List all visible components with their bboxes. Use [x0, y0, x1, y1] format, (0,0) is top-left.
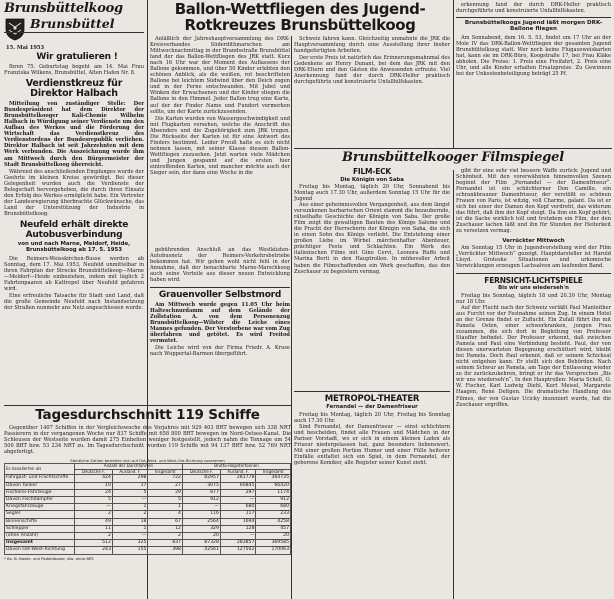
table-cell: 155 — [112, 547, 148, 554]
table-row-label: Schlepper — [5, 525, 75, 532]
table-cell: 18 — [112, 518, 148, 525]
subhead-film-eck: Die Königin von Saba — [340, 176, 404, 183]
table-cell: 5 — [112, 489, 148, 496]
table-cell: 3075 — [182, 482, 220, 489]
table-cell: 24 — [75, 489, 113, 496]
main-headline — [150, 1, 450, 33]
table-cell: 4 — [148, 511, 183, 518]
table-cell: 1174 — [256, 489, 291, 496]
text-neufeld-1: Die Reimers-Weisskirchen-Busse werden ab Sonntag, dem 17. Mai 1953, Neufeld unmittelbar in ihren Fahrplan der Strecke Brunsbüttelkoog—Marne—Meldorf—Heide einbeziehen, indem mit täglich 2 Fahrtenpaaren ab Kattrepel über Neufeld gefahren wird. — [4, 255, 144, 293]
table-cell: 2 — [148, 533, 183, 540]
table-cell: 67 — [148, 518, 183, 525]
table-cell: 680 — [220, 504, 256, 511]
table-cell: 66420 — [256, 482, 291, 489]
table-row-label: Kriegsfahrzeuge — [5, 504, 75, 511]
masthead-brunsbuettelkoog: Brunsbüttelkoog — [4, 1, 123, 16]
table-row — [5, 511, 291, 518]
table-cell: 369585 — [256, 540, 291, 547]
table-cell: 127502 — [220, 547, 256, 554]
table-cell: 298 — [112, 475, 148, 482]
table-subheader: Deutsche F. — [182, 469, 220, 475]
text-film-col4: gibt ihr eine sehr viel bessere Waffe zurück: Jugend und Schönheit. Mit den vorerwähnten hinnemvollen Szenen beginnt der Film „Fernandel — der Damenfriseur“. Fernandel ist ein schüchterner Don Camillo, ein schrankbrauner Damenfriseur, der verstößt es schönen Frauen von Paris, ist witzig, voll Charme, galant. Da ist er sich bei einer der Damen den Kopf verdreht, das widerum das führt, daß ihm der Kopf steigt. Da ihm ein Kopf gehört, ist die Sache wirklich toll und trotzdem ein Film, der den Zuschauer lachen läßt und ihn für Stunden der Heiterkeit zu versetzen vermag. — [456, 168, 611, 235]
table-cell: — — [112, 533, 148, 540]
main-headline-line1: Ballon-Wettfliegen des Jugend- — [174, 0, 426, 18]
table-cell: — — [220, 533, 256, 540]
headline-verrueckter-mittwoch: Verrückter Mittwoch — [502, 237, 565, 244]
table-cell: 329 — [182, 525, 220, 532]
table-subheader: Deutsche F. — [75, 469, 113, 475]
headline-wir-gratulieren: Wir gratulieren ! — [36, 52, 118, 62]
headline-film-eck: FILM-ECK — [352, 168, 392, 176]
table-cell: 4258 — [256, 518, 291, 525]
table-row-label: Davon Tanker — [5, 482, 75, 489]
subhead-neufeld: von und nach Marne, Meldorf, Heide, Brunsbüttelkoog ab 17. 5. 1953 — [17, 240, 131, 254]
table-cell: 297 — [220, 489, 256, 496]
table-row — [5, 518, 291, 525]
text-grauen-lead: Am Mittwoch wurde gegen 11.05 Uhr beim Halteschnurdamm auf dem Gelände der Zollstation A. von dem Personenzug Brunsbüttelkoog—Wilster die Leiche eines Mannes gefunden. Der Verstorbene war vom Zug überfahren und getötet. Es wird Freitod vermutet. — [150, 301, 290, 345]
statistics-table — [4, 463, 291, 554]
table-cell: 364735 — [256, 475, 291, 482]
table-cell: 87328 — [182, 540, 220, 547]
table-cell: 5 — [148, 497, 183, 504]
table-cell: 12 — [148, 525, 183, 532]
column-rule-3a — [453, 0, 454, 148]
headline-tagesdurchschnitt: Tagesdurchschnitt 119 Schiffe — [35, 407, 260, 423]
table-cell: 877 — [182, 489, 220, 496]
table-cell: 680 — [256, 504, 291, 511]
text-ballon-3: gebührenden Anschluß an das Westküsten-Autobusnetz der Reimers-Verkehrsbetriebe bekommen hat. Wir gehen wohl nicht fehl in der Annahme, daß der benachbarte Marne-Marschkoog auch seine Vorteile aus dieser neuen Entwicklung haben wird. — [150, 247, 290, 284]
table-cell: 1694 — [220, 518, 256, 525]
table-footnote: * Bz. B. Bader- und Paddelboote, dto. ohne BRT. — [4, 555, 95, 561]
table-cell: 283857 — [220, 540, 256, 547]
table-row — [5, 482, 291, 489]
table-cell: 116 — [182, 511, 220, 518]
table-row-label: Segler — [5, 511, 75, 518]
table-subheader: Ausländ. F. — [220, 469, 256, 475]
subhead-metropol: Fernandel — der Damenfriseur — [326, 404, 418, 411]
column-3-films — [294, 168, 450, 599]
column-rule-3b — [453, 170, 454, 599]
table-cell: 5 — [75, 497, 113, 504]
table-row-label: Davon Ost-West-Richtung — [5, 547, 75, 554]
table-cell: 128 — [220, 525, 256, 532]
text-col4-top: erkennung fand der durch DRK-Helfer praktisch durchgeführte und konstruierte Unfallhilfskasten. — [456, 2, 611, 15]
table-cell: 20 — [182, 533, 220, 540]
headline-neufeld: Neufeld erhält direkte Autobusverbindung — [19, 219, 129, 240]
table-cell: 457 — [256, 525, 291, 532]
tages-block — [4, 408, 291, 561]
table-row — [5, 547, 291, 554]
text-verdienstkreuz-body: Während des anschließenden Empfanges wurde der Geehrte im kleinen Kreise gewürdigt. Bei dieser Gelegenheit wurden auch die Verdienste der Belegschaft hervorgehoben, die durch ihren Einsatz den Erfolg des Werkes ermöglicht habe. Ein Vertreter der Landesregierung überbrachte Glückwünsche, das Land der Unterstützung der Industrie in Brunsbüttelkoog. — [4, 168, 144, 217]
table-cell: 398 — [148, 547, 183, 554]
column-4-films — [456, 168, 611, 599]
headline-fernsicht: FERNSICHT-LICHTSPIELE — [484, 275, 583, 285]
rule-tages — [4, 405, 291, 406]
rule-filmspiegel — [294, 148, 612, 149]
table-cell: 11 — [75, 525, 113, 532]
table-row — [5, 533, 291, 540]
rule-metropol — [294, 391, 450, 392]
text-grauen-body: Die Leiche wird von der Firma Friedr. A. Kruse nach Wuppertal-Barmen übergeführt. — [150, 345, 290, 358]
table-row-label: Davon Fischdampfer — [5, 497, 75, 504]
text-ballon-1: Anläßlich der Jahreshauptversammlung des DRK-Kreisverbandes Süderdithmarschen am Mittwochnachmittag in der Brandsstraße Brunsbüttel fand der das Ballon-Wettfliegen des JRK statt. Kurz nach 16 Uhr war der Moment des Auflassens der Ballone gekommen, und über 50 Kinder erlebten den schönen Anblick, als die weißen, rot beschrifteten Ballone bei leichtem Südwind über den Deich zogen und in der Ferne entschwanden. Mit Jubel und Winken der Erwachsenen und der Kinder stiegen die Ballone in den Himmel. Jeder Ballon trug eine Karte, auf der der Finder Name und Fundort vermerken sollte, um der Karte zurückzusenden. — [150, 36, 290, 115]
headline-grauenvoller-selbstmord: Grauenvoller Selbstmord — [158, 289, 282, 300]
column-4-top — [456, 2, 611, 148]
table-cell: — — [75, 504, 113, 511]
column-2-lower — [150, 247, 290, 373]
text-ballon-bk: Am Sonnabend, dem 16. 5. 53, findet um 17 Uhr an der Mole IV das DRK-Ballon-Wettfliegen der gesamten Jugend Brunsbüttelkoog statt. Wer noch keine Flugausweiskarten hat, kann sie im DRK-Büro, Koogstraße 17, bei Frau Kläke abholen. Die Preise: 1. Preis eine Freifahrt, 2. Preis eine Uhr, und alle Kinder erhalten Ersatzpreise. Zu Gewinnen bei der Unkostenbeteiligung beträgt 25 Pf. — [456, 34, 611, 77]
table-cell: 1 — [148, 504, 183, 511]
table-header-count: Anzahl der Durchfahrten — [75, 464, 183, 470]
headline-verdienstkreuz: Verdienstkreuz für Direktor Halbach — [25, 78, 123, 100]
table-cell: 60845 — [220, 482, 256, 489]
table-cell: 912 — [256, 497, 291, 504]
table-subheader: Insgesamt — [256, 469, 291, 475]
table-caption: Sämtliche Zahlen beziehen sich auf Ost-West- und West-Ost-Richtung zusammen — [70, 458, 225, 464]
table-cell: 424 — [75, 475, 113, 482]
text-film-eck-intro: Freitag bis Montag, täglich 20 Uhr, Sonnabend bis Montag auch 17.30 Uhr, außerdem Sonntag 15 Uhr für die Jugend — [294, 183, 450, 202]
table-cell: 2 — [75, 511, 113, 518]
table-row — [5, 525, 291, 532]
table-subheader: Insgesamt — [148, 469, 183, 475]
table-cell: 2 — [112, 511, 148, 518]
masthead-brunsbuettel: Brunsbüttel — [30, 16, 115, 31]
rule-grauen — [150, 287, 290, 288]
text-film-eck: Aus einer geheimnisvollen Vergangenheit, aus dem längst versunkenen barbarischen Orient stammt die bezaubernde, rätselhafte Geschichte der Königin von Saba. Der große Film zeigt die gewaltigen Bauten des Königs Salomo und die Pracht der Herrscherin der Königin von Saba, die sich in einen Sohn des Königs verliebt. Die Entstehung einer großen Liebe im Wirbel märchenhafter Abenteuer, prächtiger Feste und Schlachten. Ein Werk des italienischen Films mit Gino Cervi, Leonora Ruffo und Marina Berti in den Hauptrollen. In mühevoller Arbeit haben die Filmschaffenden ein Werk geschaffen, das den Zuschauer zu begeistern vermag. — [294, 202, 450, 275]
headline-metropol: METROPOL-THEATER — [324, 393, 420, 404]
coat-of-arms-icon — [4, 17, 26, 41]
subhead-fernsicht: Bis wir uns wiederseh'n — [498, 285, 569, 292]
table-cell: 82957 — [182, 475, 220, 482]
table-cell: 281778 — [220, 475, 256, 482]
table-row-label: Fahrgast- und Frachtschiffe — [5, 475, 75, 482]
text-verdienstkreuz-lead: Mitteilung von zuständiger Stelle: Der Bundespräsident hat dem Direktor der Brunsbüttelkooger Kali-Chemie Wilhelm Halbach in Würdigung seiner Verdienste um den Aufbau des Werkes und die Förderung der Wirtschaft das Verdienstkreuz des Verdienstordens der Bundesrepublik verliehen. Direktor Halbach ist seit Jahrzehnten mit dem Werk verbunden. Die Auszeichnung wurde ihm am Mittwoch durch den Bürgermeister der Stadt Brunsbüttelkoog überreicht. — [4, 101, 144, 168]
table-row — [5, 475, 291, 482]
table-cell: 722 — [148, 475, 183, 482]
column-1 — [4, 52, 144, 311]
table-row-label: Insgesamt — [5, 540, 75, 547]
text-fernsicht: Auf der Flucht nach der Schweiz verläßt Paul Manleither aus Furcht vor der Festnahme seinen Zug. In einem Hotel an der Grenze findet er Zuflucht. Ein Zufall führt ihn mit Pamela Osten, einer schwerkranken, jungen Frau zusammen, die sich dort in Begleitung von Professor Stauffer befindet. Der Professor erkennt, daß zwischen Pamela und Paul eine Verbindung besteht. Paul, der von diesen unerwarteten Begegnung erschüttert wird, bleibt bei Pamela. Doch Paul erkennt, daß er seinem Schicksal nicht entgehen kann. Er stellt sich den Behörden. Nach seinem Schwur an Pamela, am Tage der Entlassung wieder zu ihr zurückzukehren, bringt er ihr das Versprechen „Bis wir uns wiederseh'n“. In den Hauptrollen: Maria Schell, O. W. Fischer, Karl Ludwig Diehl, Kurt Meisel, Margarete Haagen, René Deltgen. Die dramatische Handlung des Filmes, der von Gustav Ucicky inszeniert wurde, hat die Zuschauer ergriffen. — [456, 304, 611, 408]
table-row-label: Binnenschiffe — [5, 518, 75, 525]
text-tagesdurchschnitt: Gegenüber 1407 Schiffen in der Vergleichswoche des Vorjahres mit 929 403 BRT bewegen sich 338 NRT Passierern in der vergangenen Woche nur 837 Schiffe mit 658 800 BRT bewegen im Nord-Ostsee-Kanal. Die Schleusen der Westseite wurden damit 275 Einheiten weniger festgestellt, jedoch nahm die Tonnage um 54 500 BRT bzw. 53 234 NRT zu. Im Tagesdurchschnitt wurden 119 Schiffe mit 94 137 BRT bzw. 52 769 NRT abgefertigt. — [4, 425, 291, 456]
table-row — [5, 540, 291, 547]
table-cell: 170063 — [256, 547, 291, 554]
headline-ballon-bk: Brunsbüttelkoogs Jugend läßt morgen DRK-Ballone fliegen — [464, 19, 603, 33]
table-cell: — — [112, 497, 148, 504]
text-col3-top: Schweiz fahren kann. Gleichzeitig unmahnte die JRK die Hauptversammlung durch eine Ausstellung ihrer bisher handgefertigten Arbeiten. — [294, 36, 450, 55]
table-header-brt: Brutto-Registertonnen — [182, 464, 290, 470]
table-row — [5, 489, 291, 496]
text-metropol: Sind Fernandel, der Damenfriseur — einst schüchtern und bescheiden, findet alle Frauen und Mädchen in der Pariser Vorstadt, wo er sich in einem kleinen Laden als Friseur niedergelassen hat, ganz besonders liebenswert. Mit einer großen Portion Humor und einer Fülle heiterer Einfälle entfaltet sich ein Spiel, in dem Fernandel, der geborene Komiker, alle Register seiner Kunst zieht. — [294, 423, 450, 466]
table-cell: 233 — [256, 511, 291, 518]
text-gratulieren: Ihren 75. Geburtstag begeht am 14. Mai Frau Franziska Wilkens, Brunsbüttel, Alten Hafen Nr. 8. — [4, 64, 144, 77]
masthead-rule — [4, 32, 144, 33]
table-cell: 29 — [148, 489, 183, 496]
text-ballon-2: Die Karten wurden von Wassergeschwindigkeit und mit Flugkarten versehen, welche die Anschrift des Absenders und die Zugehörigkeit zum JRK trugen. Die Rückseite der Karten ist für eine Antwort des Finders bestimmt. Leider Preuß halte es sich nicht nehmen lassen, mit seiner Klasse diesem Ballon-Wettfliegen zuzusehen. Jetzt warten viele Mädchen und Jungen gespannt auf die ersten hier eintreffenden Karten, und mancher möchte auch der Sieger sein, der dann eine Woche in die — [150, 115, 290, 177]
table-row-label: (ohne Anzahl) — [5, 533, 75, 540]
column-2 — [150, 36, 290, 244]
table-cell: — — [220, 497, 256, 504]
main-headline-line2: Rotkreuzes Brunsbüttelkoog — [184, 16, 416, 34]
table-cell: 42561 — [182, 547, 220, 554]
table-cell: 117 — [220, 511, 256, 518]
table-row — [5, 504, 291, 511]
table-cell: 20 — [256, 533, 291, 540]
table-cell: 243 — [75, 547, 113, 554]
table-row-label: Fischerei-Fahrzeuge — [5, 489, 75, 496]
table-cell: 1 — [112, 504, 148, 511]
text-verrueckter-mittwoch: Am Sonntag 15 Uhr in Jugendvorstellung wird der Film „Verrückter Mittwoch“ gezeigt. Hauptdarsteller ist Harold Lloyd. Groteske Situationen und urkomische Verwicklungen erzeugen Lachsalven am laufenden Band. — [456, 245, 611, 270]
table-cell: 17 — [112, 482, 148, 489]
column-rule-2 — [291, 36, 292, 599]
table-cell: 27 — [148, 482, 183, 489]
table-cell: 49 — [75, 518, 113, 525]
column-3 — [294, 36, 450, 148]
table-row — [5, 497, 291, 504]
text-neufeld-2: Eine erfreuliche Tatsache für Stadt und Land, daß die große Gemeinde Neufeld nach Instandsetzung der Straßen nunmehr ans Netz angeschlossen wurde. — [4, 293, 144, 312]
table-cell: — — [182, 504, 220, 511]
text-col3-top2: Der erste Preis ist natürlich das Erinnerungsmahnmal des Gedenkens an Henry Dunant, bei dem das JRK mit den DRK-Eltern und den Gästen die Anwesenden erfreute. Viel Anerkennung fand der durch DRK-Helfer praktisch durchgeführte und konstruierte Unfallhilfskasten. — [294, 55, 450, 86]
table-cell: 1 — [112, 525, 148, 532]
text-metropol-intro: Freitag bis Montag, täglich 20 Uhr, Freitag bis Sonntag auch 17.30 Uhr. — [294, 411, 450, 424]
headline-filmspiegel: Brunsbüttelkooger Filmspiegel — [342, 150, 564, 165]
table-cell: 325 — [112, 540, 148, 547]
table-cell: 10 — [75, 482, 113, 489]
table-cell: 2 — [75, 533, 113, 540]
table-cell: 2564 — [182, 518, 220, 525]
rule-fernsicht — [456, 273, 611, 274]
issue-date: 15. Mai 1953 — [6, 45, 45, 51]
table-subheader: Ausländ. F. — [112, 469, 148, 475]
table-cell: 837 — [148, 540, 183, 547]
text-fernsicht-intro: Freitag bis Sonntag, täglich 18 und 20.30 Uhr, Montag nur 18 Uhr. — [456, 292, 611, 305]
table-cell: 912 — [182, 497, 220, 504]
rule-ballon-bk — [456, 17, 611, 18]
table-header-label: Es kanalierten als — [5, 464, 75, 475]
table-cell: 512 — [75, 540, 113, 547]
